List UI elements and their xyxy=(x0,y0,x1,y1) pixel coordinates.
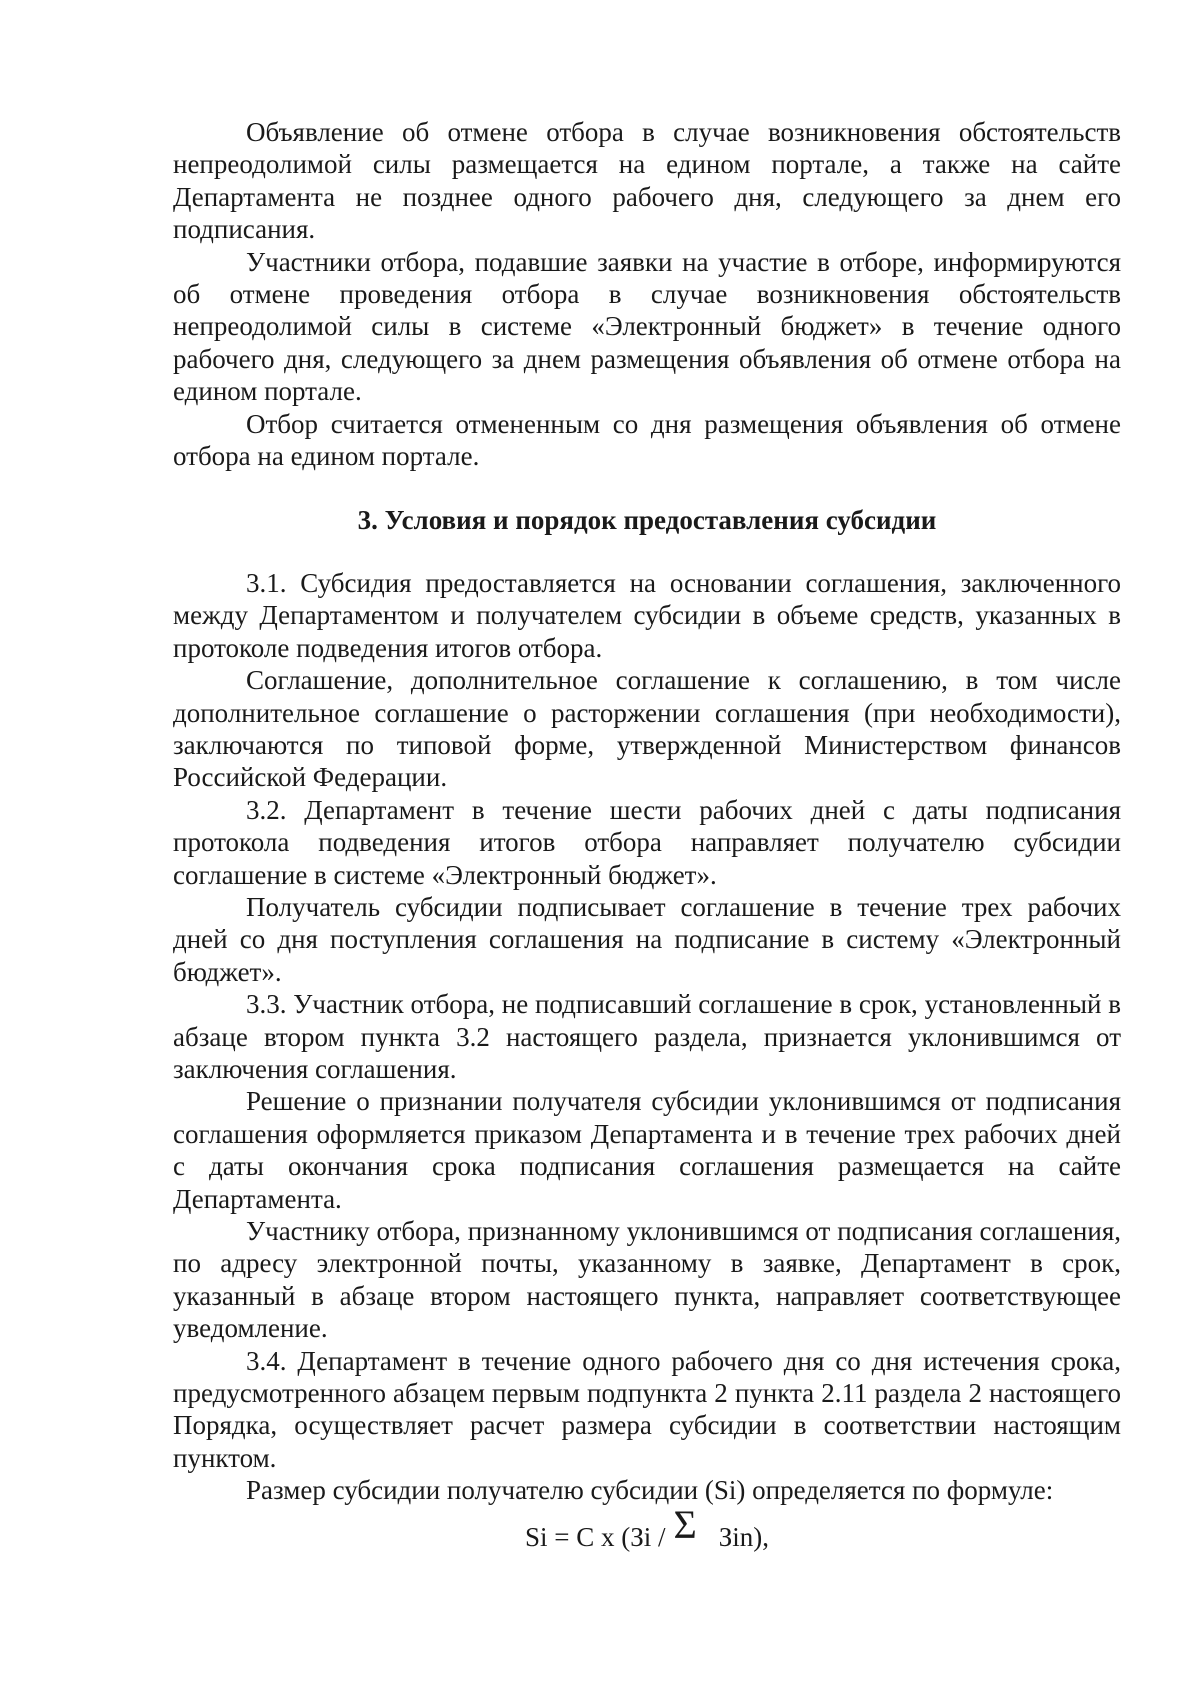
paragraph-3-3: 3.3. Участник отбора, не подписавший соглашение в срок, установленный в абзаце втором пункта 3.2 настоящего раздела, признается уклонившимся от заключения соглашения. xyxy=(173,989,1121,1084)
paragraph-agreement-form: Соглашение, дополнительное соглашение к соглашению, в том числе дополнительное соглашение о расторжении соглашения (при необходимости), заключаются по типовой форме, утвержденной Министерством финансов Российской Федерации. xyxy=(173,665,1121,793)
section-heading: 3. Условия и порядок предоставления субсидии xyxy=(357,505,937,536)
formula-left: Si = C x (Зi / xyxy=(524,1521,666,1552)
subsidy-formula xyxy=(173,1501,1121,1553)
paragraph-evasion-decision: Решение о признании получателя субсидии уклонившимся от подписания соглашения оформляется приказом Департамента и в течение трех рабочих дней с даты окончания срока подписания соглашения размещается на сайте Департамента. xyxy=(173,1086,1121,1214)
paragraph-formula-intro: Размер субсидии получателю субсидии (Si) определяется по формуле: xyxy=(246,1475,1054,1506)
paragraph-participants-notified: Участники отбора, подавшие заявки на участие в отборе, информируются об отмене проведения отбора в случае возникновения обстоятельств непреодолимой силы в системе «Электронный бюджет» в течение одного рабочего дня, следующего за днем размещения объявления об отмене отбора на едином портале. xyxy=(173,246,1121,407)
document-body xyxy=(173,116,1121,1553)
paragraph-3-2: 3.2. Департамент в течение шести рабочих дней с даты подписания протокола подведения итогов отбора направляет получателю субсидии соглашение в системе «Электронный бюджет». xyxy=(173,794,1121,890)
formula-right: Зin), xyxy=(718,1521,770,1552)
sigma-symbol: Σ xyxy=(673,1501,697,1547)
paragraph-cancellation-announcement: Объявление об отмене отбора в случае возникновения обстоятельств непреодолимой силы размещается на едином портале, а также на сайте Департамента не позднее одного рабочего дня, следующего за днем его подписания. xyxy=(173,117,1121,245)
paragraph-evasion-notice: Участнику отбора, признанному уклонившимся от подписания соглашения, по адресу электронной почты, указанному в заявке, Департамент в срок, указанный в абзаце втором настоящего пункта, направляет соответствующее уведомление. xyxy=(173,1216,1121,1344)
paragraph-recipient-signs: Получатель субсидии подписывает соглашение в течение трех рабочих дней со дня поступления соглашения на подписание в систему «Электронный бюджет». xyxy=(173,891,1121,987)
paragraph-selection-cancelled: Отбор считается отмененным со дня размещения объявления об отмене отбора на едином портале. xyxy=(173,408,1121,472)
paragraph-3-4: 3.4. Департамент в течение одного рабочего дня со дня истечения срока, предусмотренного абзацем первым подпункта 2 пункта 2.11 раздела 2 настоящего Порядка, осуществляет расчет размера субсидии в соответствии настоящим пунктом. xyxy=(173,1345,1121,1473)
paragraph-3-1: 3.1. Субсидия предоставляется на основании соглашения, заключенного между Департаментом и получателем субсидии в объеме средств, указанных в протоколе подведения итогов отбора. xyxy=(173,567,1121,663)
